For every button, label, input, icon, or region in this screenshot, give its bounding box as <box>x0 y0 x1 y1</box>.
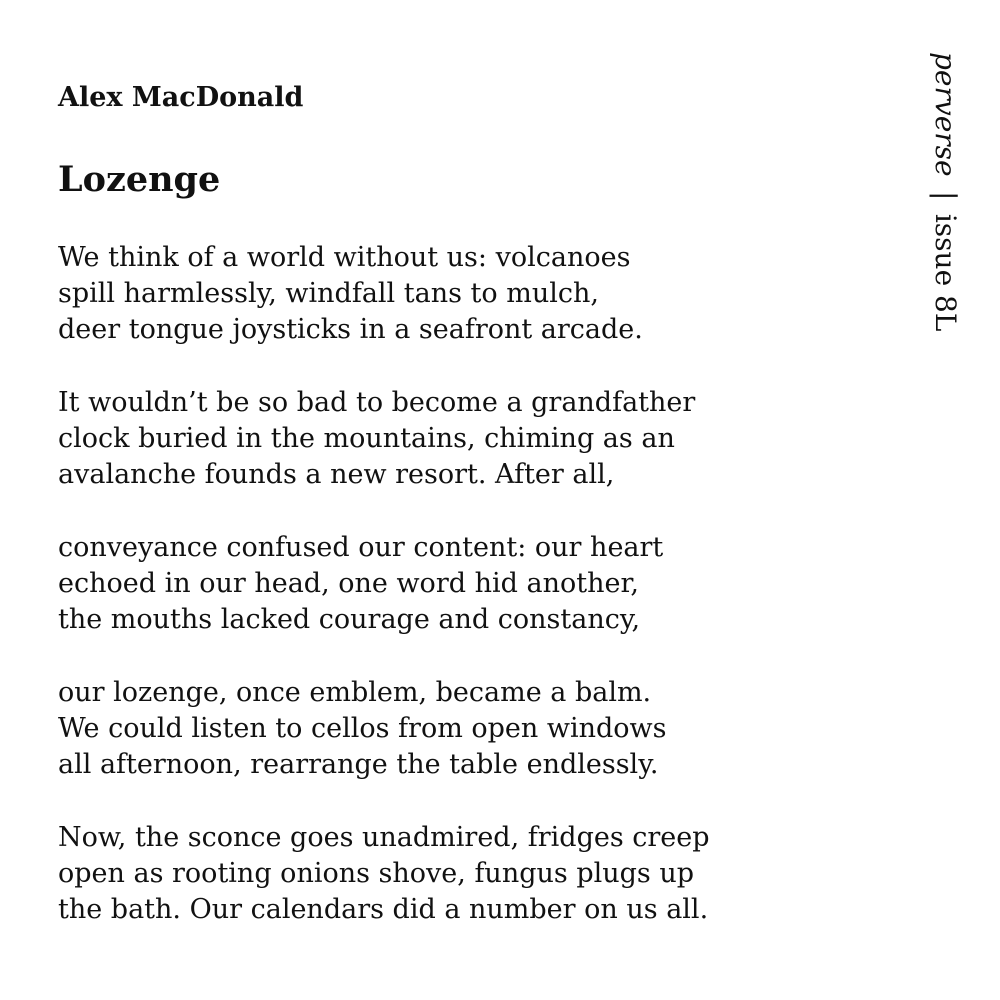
poem-body <box>58 240 838 965</box>
poem-line: avalanche founds a new resort. After all, <box>58 459 615 490</box>
masthead-separator: | <box>929 190 962 200</box>
poem-line: our lozenge, once emblem, became a balm. <box>58 677 652 708</box>
poem-line: spill harmlessly, windfall tans to mulch, <box>58 278 599 309</box>
poem-line: clock buried in the mountains, chiming as an <box>58 423 675 454</box>
stanza-1 <box>58 240 838 348</box>
poem-line: Now, the sconce goes unadmired, fridges creep <box>58 822 710 853</box>
poem-line: the mouths lacked courage and constancy, <box>58 604 641 635</box>
poem-line: open as rooting onions shove, fungus plugs up <box>58 858 695 889</box>
poem-line: echoed in our head, one word hid another, <box>58 568 639 599</box>
masthead <box>930 52 960 331</box>
stanza-4 <box>58 675 838 783</box>
stanza-3 <box>58 530 838 638</box>
poem-title: Lozenge <box>58 159 221 200</box>
stanza-2 <box>58 385 838 493</box>
poem-line: the bath. Our calendars did a number on us all. <box>58 894 709 925</box>
poem-line: We think of a world without us: volcanoes <box>58 242 631 273</box>
poem-line: all afternoon, rearrange the table endlessly. <box>58 749 659 780</box>
poem-line: It wouldn’t be so bad to become a grandfather <box>58 387 696 418</box>
poem-line: deer tongue joysticks in a seafront arcade. <box>58 314 643 345</box>
poem-line: conveyance confused our content: our heart <box>58 532 664 563</box>
issue-label: issue 8L <box>929 213 962 332</box>
poem-line: We could listen to cellos from open windows <box>58 713 667 744</box>
author-name: Alex MacDonald <box>58 82 304 113</box>
stanza-5 <box>58 820 838 928</box>
magazine-name: perverse <box>929 52 962 177</box>
